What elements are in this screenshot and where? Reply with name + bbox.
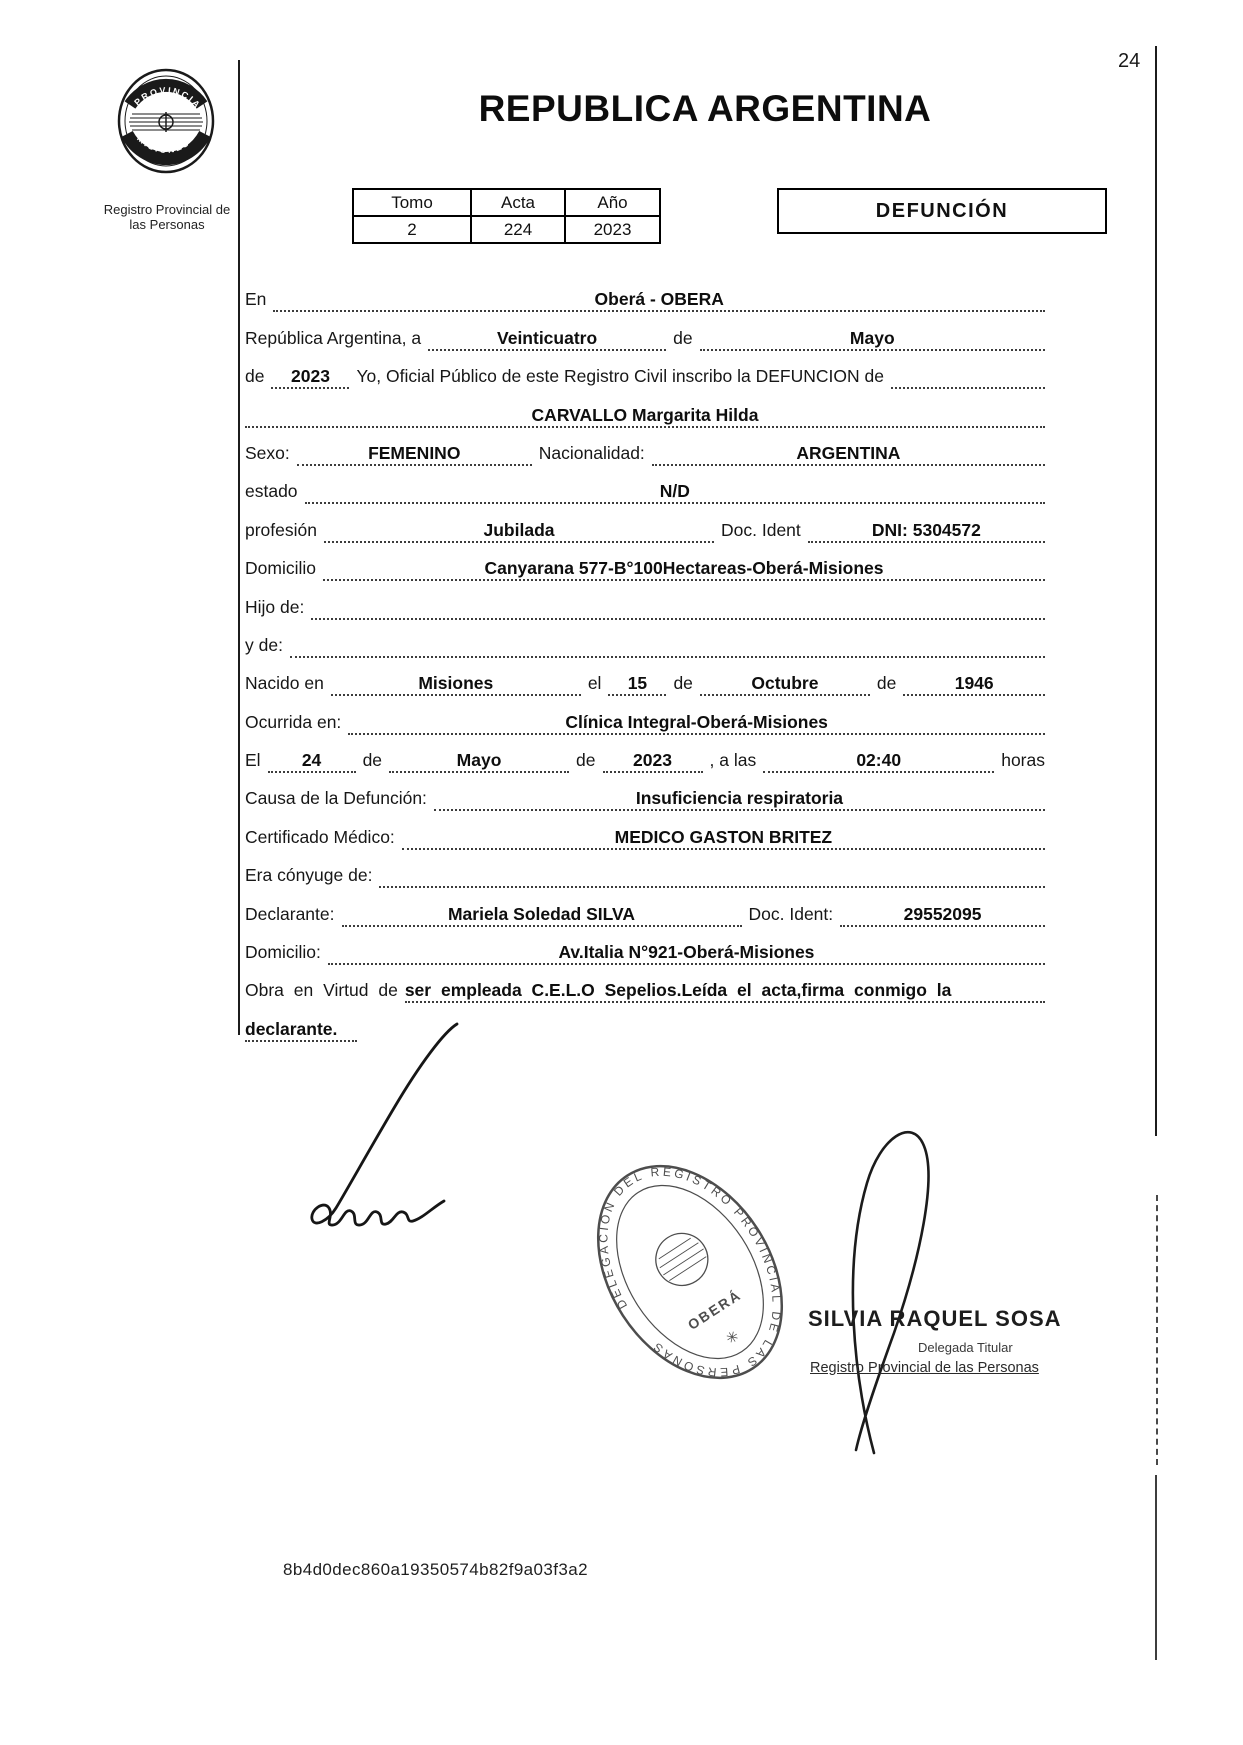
field-label-obra: Obra en Virtud de <box>245 980 398 1001</box>
field-value-death-day: 24 <box>268 750 356 773</box>
official-name: SILVIA RAQUEL SOSA <box>808 1306 1062 1331</box>
field-label-de4: de <box>876 673 897 694</box>
field-label-domicilio2: Domicilio: <box>245 942 321 963</box>
form-line-profession <box>245 504 1045 542</box>
record-table-value-tomo: 2 <box>353 216 471 243</box>
field-label-profesion: profesión <box>245 519 317 540</box>
field-label-en: En <box>245 289 267 310</box>
stamp-star-icon: ✳ <box>722 1327 743 1349</box>
field-value-conyuge <box>379 886 1045 888</box>
field-label-nacido-en: Nacido en <box>245 673 324 694</box>
field-label-declarante-doc: Doc. Ident: <box>748 903 834 924</box>
field-value-sexo: FEMENINO <box>297 443 532 466</box>
field-label-causa: Causa de la Defunción: <box>245 788 427 809</box>
record-table-header-anio: Año <box>565 189 660 216</box>
form-line-declarant <box>245 888 1045 926</box>
field-value-deceased-name: CARVALLO Margarita Hilda <box>245 405 1045 428</box>
field-value-domicilio2: Av.Italia N°921-Oberá-Misiones <box>328 942 1045 965</box>
document-type-label: DEFUNCIÓN <box>875 199 1009 222</box>
declarant-signature <box>252 1012 512 1252</box>
seal-caption <box>78 202 256 232</box>
document-type-box <box>777 188 1107 234</box>
form-line-death-date <box>245 735 1045 773</box>
form-line-death-place <box>245 696 1045 734</box>
verification-hash: 8b4d0dec860a19350574b82f9a03f3a2 <box>283 1560 588 1579</box>
form-line-sex-nationality <box>245 428 1045 466</box>
record-table <box>352 188 661 244</box>
form-line-father <box>245 581 1045 619</box>
field-label-inscribo: Yo, Oficial Público de este Registro Civil inscribo la DEFUNCION de <box>356 366 884 387</box>
form-line-address <box>245 543 1045 581</box>
form-line-medical-certificate <box>245 811 1045 849</box>
official-signature <box>772 1108 1032 1458</box>
seal-ring-top-text: PROVINCIA <box>132 85 204 111</box>
form-line-deceased-name <box>245 389 1045 427</box>
field-label-de5: de <box>362 750 383 771</box>
record-table-header-row <box>353 189 660 216</box>
form-line-birth <box>245 658 1045 696</box>
field-value-declarante: Mariela Soledad SILVA <box>342 904 742 927</box>
form-line-declarant-address <box>245 927 1045 965</box>
right-border-line-middle <box>1156 1195 1158 1465</box>
field-label-conyuge: Era cónyuge de: <box>245 865 373 886</box>
form-line-act-date <box>245 312 1045 350</box>
field-label-republica: República Argentina, a <box>245 327 422 348</box>
form-line-mother <box>245 620 1045 658</box>
field-label-el2: El <box>245 750 261 771</box>
form-line-capacity <box>245 965 1045 1003</box>
field-label-y-de: y de: <box>245 634 283 655</box>
field-value-causa: Insuficiencia respiratoria <box>434 788 1045 811</box>
field-label-domicilio: Domicilio <box>245 558 316 579</box>
field-label-declarante: Declarante: <box>245 903 335 924</box>
form-line-act-year <box>245 351 1045 389</box>
official-title: Delegada Titular <box>918 1340 1013 1355</box>
field-value-birth-year: 1946 <box>903 673 1045 696</box>
field-label-estado: estado <box>245 481 298 502</box>
record-table-value-row <box>353 216 660 243</box>
field-value-place: Oberá - OBERA <box>273 289 1045 312</box>
field-label-de1: de <box>673 327 693 348</box>
form-line-place <box>245 274 1045 312</box>
form-line-marital-status <box>245 466 1045 504</box>
field-label-certificado: Certificado Médico: <box>245 826 395 847</box>
field-label-ocurrida: Ocurrida en: <box>245 711 342 732</box>
field-label-sexo: Sexo: <box>245 442 290 463</box>
field-value-birth-month: Octubre <box>700 673 870 696</box>
stamp-city-text: OBERÁ <box>684 1286 745 1333</box>
page-number: 24 <box>1118 50 1141 72</box>
field-value-hijo-de <box>311 618 1045 620</box>
record-table-value-acta: 224 <box>471 216 565 243</box>
field-value-death-month: Mayo <box>389 750 569 773</box>
field-value-profesion: Jubilada <box>324 520 714 543</box>
field-value-doc-ident: DNI: 5304572 <box>808 520 1045 543</box>
field-value-birth-day: 15 <box>608 673 666 696</box>
form-line-cause <box>245 773 1045 811</box>
field-value-declarante-doc: 29552095 <box>840 904 1045 927</box>
field-value-ocurrida: Clínica Integral-Oberá-Misiones <box>348 712 1045 735</box>
field-value-estado: N/D <box>305 481 1045 504</box>
field-value-obra-line2: declarante. <box>245 1019 357 1042</box>
right-border-line-bottom <box>1155 1475 1157 1660</box>
official-organization: Registro Provincial de las Personas <box>810 1360 1039 1376</box>
field-value-y-de <box>290 656 1045 658</box>
field-value-birth-place: Misiones <box>331 673 581 696</box>
field-value-obra-line1: ser empleada C.E.L.O Sepelios.Leída el acta,firma conmigo la <box>405 980 1045 1003</box>
stamp-arc-text: DELEGACION DEL REGISTRO PROVINCIAL DE LAS PERSONAS <box>596 1164 784 1380</box>
record-table-header-acta: Acta <box>471 189 565 216</box>
provincial-seal-icon <box>110 66 222 182</box>
field-label-nacionalidad: Nacionalidad: <box>538 442 645 463</box>
seal-caption-line1: Registro Provincial de <box>103 202 231 217</box>
field-value-day-words: Veinticuatro <box>428 328 666 351</box>
field-label-de2: de <box>245 366 265 387</box>
certificate-form <box>245 274 1045 1042</box>
field-value-trailing <box>891 387 1045 389</box>
field-label-horas: horas <box>1001 750 1045 771</box>
field-value-death-time: 02:40 <box>763 750 994 773</box>
right-border-line-top <box>1155 46 1157 1136</box>
field-value-certificado: MEDICO GASTON BRITEZ <box>402 827 1045 850</box>
form-line-spouse <box>245 850 1045 888</box>
field-label-a-las: , a las <box>709 750 757 771</box>
field-label-de3: de <box>673 673 693 694</box>
field-label-hijo-de: Hijo de: <box>245 596 305 617</box>
record-table-header-tomo: Tomo <box>353 189 471 216</box>
field-value-domicilio: Canyarana 577-B°100Hectareas-Oberá-Misiones <box>323 558 1045 581</box>
field-label-doc-ident: Doc. Ident <box>721 519 801 540</box>
field-value-nacionalidad: ARGENTINA <box>652 443 1045 466</box>
seal-caption-line2: las Personas <box>129 217 205 232</box>
field-label-el: el <box>587 673 602 694</box>
document-title: REPUBLICA ARGENTINA <box>478 88 932 129</box>
field-value-death-year: 2023 <box>603 750 703 773</box>
field-value-month: Mayo <box>700 328 1045 351</box>
record-table-value-anio: 2023 <box>565 216 660 243</box>
field-value-year: 2023 <box>271 366 349 389</box>
seal-ring-bottom-text: MISIONES <box>135 133 192 156</box>
field-label-de6: de <box>576 750 596 771</box>
